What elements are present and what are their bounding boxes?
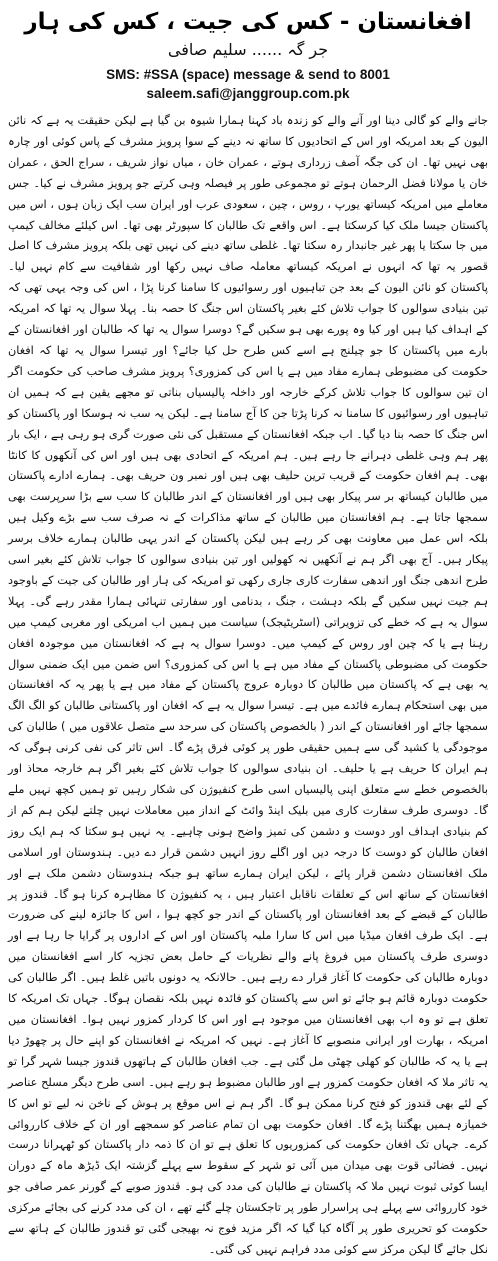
article-body bbox=[8, 111, 488, 1256]
byline bbox=[8, 39, 488, 61]
column-name: جر گہ bbox=[287, 40, 329, 59]
author-email: saleem.safi@janggroup.com.pk bbox=[146, 86, 350, 101]
headline: افغانستان - کس کی جیت ، کس کی ہار bbox=[24, 9, 472, 35]
byline-dots: ...... bbox=[251, 40, 283, 59]
sms-instruction: SMS: #SSA (space) message & send to 8001 bbox=[106, 67, 390, 82]
article-paragraph: جانے والے کو گالی دینا اور آنے والے کو زندہ باد کہنا ہمارا شیوہ بن گیا ہے لیکن حقیقت یہ ہے کہ نائن الیون کے بعد امریکہ اور اس کے اتحادیوں کا ساتھ نہ دینے کے سوا پرویز مشرف کے پاس کوئی اور چارہ بھی نہیں تھا۔ ان کی جگہ آصف زرداری ہوتے ، عمران خان ، میاں نواز شریف ، سراج الحق ، عمران خان یا مولانا فضل الرحمان ہوتے تو مجموعی طور پر فیصلہ وہی کرتے جو پرویز مشرف نے کیا۔ جس معاملے میں امریکہ کیساتھ یورپ ، روس ، چین ، سعودی عرب اور ایران سب ایک زبان ہوں ، اس میں پاکستان جیسا ملک کیا کرسکتا ہے۔ اس واقعے تک طالبان کا سپورٹر بھی تھا۔ اس کیلئے مخالف کیمپ میں جا سکتا یا پھر غیر جانبدار رہ سکتا تھا۔ غلطی ساتھ دینے کی نہیں تھی بلکہ پرویز مشرف کا اصل قصور یہ تھا کہ انہوں نے امریکہ کیساتھ معاملہ صاف نہیں رکھا اور شفافیت سے کام نہیں لیا۔ پاکستان کو نائن الیون کے بعد جن تباہیوں اور رسوائیوں کا سامنا کرنا پڑا ، اس کی وجہ یہی تھی کہ تین بنیادی سوالوں کا جواب تلاش کئے بغیر پاکستان اس جنگ کا حصہ بنا۔ پہلا سوال یہ تھا کہ امریکہ کے اہداف کیا ہیں اور کیا وہ پورے بھی ہو سکیں گے؟ دوسرا سوال یہ تھا کہ طالبان اور افغانستان کے بارے میں پاکستان کا جو چیلنج ہے اسے کس طرح حل کیا جائے؟ اور تیسرا سوال یہ تھا کہ افغان حکومت کی مضبوطی ہمارے مفاد میں ہے یا اس کی کمزوری؟ پرویز مشرف صاحب کی حکومت اگر ان تین سوالوں کا جواب تلاش کرکے خارجہ اور داخلہ پالیسیاں بناتی تو مجھے یقین ہے کہ ہمیں ان تباہیوں اور رسوائیوں کا سامنا نہ کرنا پڑتا جن کا آج سامنا ہے۔ لیکن یہ سب نہ ہوسکا اور پاکستان کو اس جنگ کا حصہ بنا دیا گیا۔ اب جبکہ افغانستان کے مستقبل کی نئی صورت گری ہو رہی ہے ، ایک بار پھر ہم وہی غلطی دہرانے جا رہے ہیں۔ ہم امریکہ کے اتحادی بھی ہیں اور اس کی آنکھوں کا کانٹا بھی۔ ہم افغان حکومت کے قریب ترین حلیف بھی ہیں اور نمبر ون حریف بھی۔ ہمارے ادارے پاکستان میں طالبان کیساتھ بر سر پیکار بھی ہیں اور افغانستان کے اندر طالبان کا سب سے بڑا سرپرست بھی سمجھا جاتا ہے۔ ہم افغانستان میں طالبان کے ساتھ مذاکرات کے نہ صرف سب سے بڑے وکیل ہیں بلکہ اس عمل میں معاونت بھی کر رہے ہیں لیکن پاکستان کے اندر یہی طالبان ہمارے خلاف برسر پیکار ہیں۔ آج بھی اگر ہم نے آنکھیں نہ کھولیں اور تین بنیادی سوالوں کا جواب تلاش کئے بغیر اسی طرح اندھی جنگ اور اندھی سفارت کاری جاری رکھی تو امریکہ کی ہار اور طالبان کی جیت کے باوجود ہم جیت نہیں سکیں گے بلکہ دہشت ، جنگ ، بدنامی اور سفارتی تنہائی ہمارا مقدر رہے گی۔ پہلا سوال یہ ہے کہ خطے کی تزویراتی (اسٹریٹیجک) سیاست میں ہمیں اب امریکی اور مغربی کیمپ میں رہنا ہے یا کہ چین اور روس کے کیمپ میں۔ دوسرا سوال یہ ہے کہ افغانستان میں موجودہ افغان حکومت کی مضبوطی پاکستان کے مفاد میں ہے یا اس کی کمزوری؟ اس ضمن میں ایک ضمنی سوال یہ بھی ہے کہ پاکستان میں طالبان کا دوبارہ عروج پاکستان کے مفاد میں ہے یا پھر یہ کہ افغانستان میں بھی استحکام ہمارے فائدے میں ہے۔ تیسرا سوال یہ ہے کہ افغان اور پاکستانی طالبان کو الگ الگ سمجھا جائے اور افغانستان کے اندر ( بالخصوص پاکستان کی سرحد سے متصل علاقوں میں ) طالبان کی موجودگی یا کشید گی سے ہمیں حقیقی طور پر کوئی فرق پڑے گا۔ اس تاثر کی نفی کرنی ہوگی کہ ہم ایران کا حریف ہے یا حلیف۔ ان بنیادی سوالوں کا جواب تلاش کئے بغیر اگر ہم خارجہ محاذ اور بالخصوص خطے سے متعلق اپنی پالیسیاں اسی طرح کنفیوژن کی شکار رہیں تو ہمیں کچھ نہیں ملے گا۔ دوسری طرف سفارت کاری میں بلیک اینڈ وائٹ کے انداز میں معاملات نہیں چلتے لیکن ہم کم از کم بنیادی اہداف اور دوست و دشمن کی تمیز واضح ہونی چاہیے۔ یہ نہیں ہو سکتا کہ ہم ایک روز افغان طالبان کو دوست کا درجہ دیں اور اگلے روز انہیں دشمن قرار دے دیں۔ ہندوستان اور اسلامی ملک افغانستان دشمن قرار پائے ، لیکن ایران ہمارے ساتھ ہو جبکہ ہندوستان دشمن ملک ہے اور افغانستان کے ساتھ اس کے تعلقات ناقابل اعتبار ہیں ، یہ کنفیوژن کا مظاہرہ کرنا ہو گا۔ قندوز پر طالبان کے قبضے کے بعد افغانستان اور پاکستان کے اندر جو کچھ ہوا ، اس کا جائزہ لینے کی ضرورت ہے۔ ایک طرف افغان میڈیا میں اس کا سارا ملبہ پاکستان اور اس کے اداروں پر گرایا جا رہا ہے اور دوسری طرف پاکستان میں فروغ پانے والے نظریات کے حامل بعض تجزیہ کار اسے افغانستان میں دوبارہ طالبان کی حکومت کا آغاز قرار دے رہے ہیں۔ حالانکہ یہ دونوں باتیں غلط ہیں۔ اگر طالبان کی حکومت دوبارہ قائم ہو جائے تو اس سے پاکستان کو فائدہ نہیں بلکہ نقصان ہوگا۔ جہاں تک امریکہ کا تعلق ہے تو وہ اب بھی افغانستان میں موجود ہے اور اس کا کردار کمزور نہیں ہوا۔ افغانستان میں امریکہ ، بھارت اور ایرانی منصوبے کا آغاز ہے۔ نہیں کہ امریکہ نے افغانستان کو اپنے حال پر چھوڑ دیا ہے یا یہ کہ طالبان کو کھلی چھٹی مل گئی ہے۔ جب افغان طالبان کے ہاتھوں قندوز جیسا شہر گرا تو یہ تاثر ملا کہ افغان حکومت کمزور ہے اور طالبان مضبوط ہو رہے ہیں۔ اسی طرح دیگر مسلح عناصر کے لئے بھی قندوز کو فتح کرنا ممکن ہو گا۔ اگر ہم نے اس موقع پر ہوش کے ناخن نہ لیے تو اس کا خمیازہ ہمیں بھگتنا پڑے گا۔ افغان حکومت بھی ان تمام عناصر کو سمجھے اور ان کے خلاف کارروائی کرے۔ جہاں تک افغان حکومت کی کمزوریوں کا تعلق ہے تو ان کا ذمہ دار پاکستان کو ٹھہرانا درست نہیں۔ فضائی قوت بھی میدان میں آئی تو شہر کے سقوط سے پہلے گزشتہ ایک ڈیڑھ ماہ کے دوران ایسا کوئی ثبوت نہیں ملا کہ پاکستان نے طالبان کی مدد کی ہو۔ قندوز صوبے کے گورنر عمر صافی جو خود کارروائی سے پہلے ہی پراسرار طور پر تاجکستان چلے گئے تھے ، ان کی مدد کرنے کی بجائے مرکزی حکومت کو تحریری طور پر آگاہ کیا گیا کہ اگر مزید فوج نہ بھیجی گئی تو قندوز طالبان کے ہاتھ سے نکل جائے گا لیکن مرکز سے کوئی مدد فراہم نہیں کی گئی۔ bbox=[8, 114, 488, 1256]
author-name: سلیم صافی bbox=[167, 40, 247, 59]
